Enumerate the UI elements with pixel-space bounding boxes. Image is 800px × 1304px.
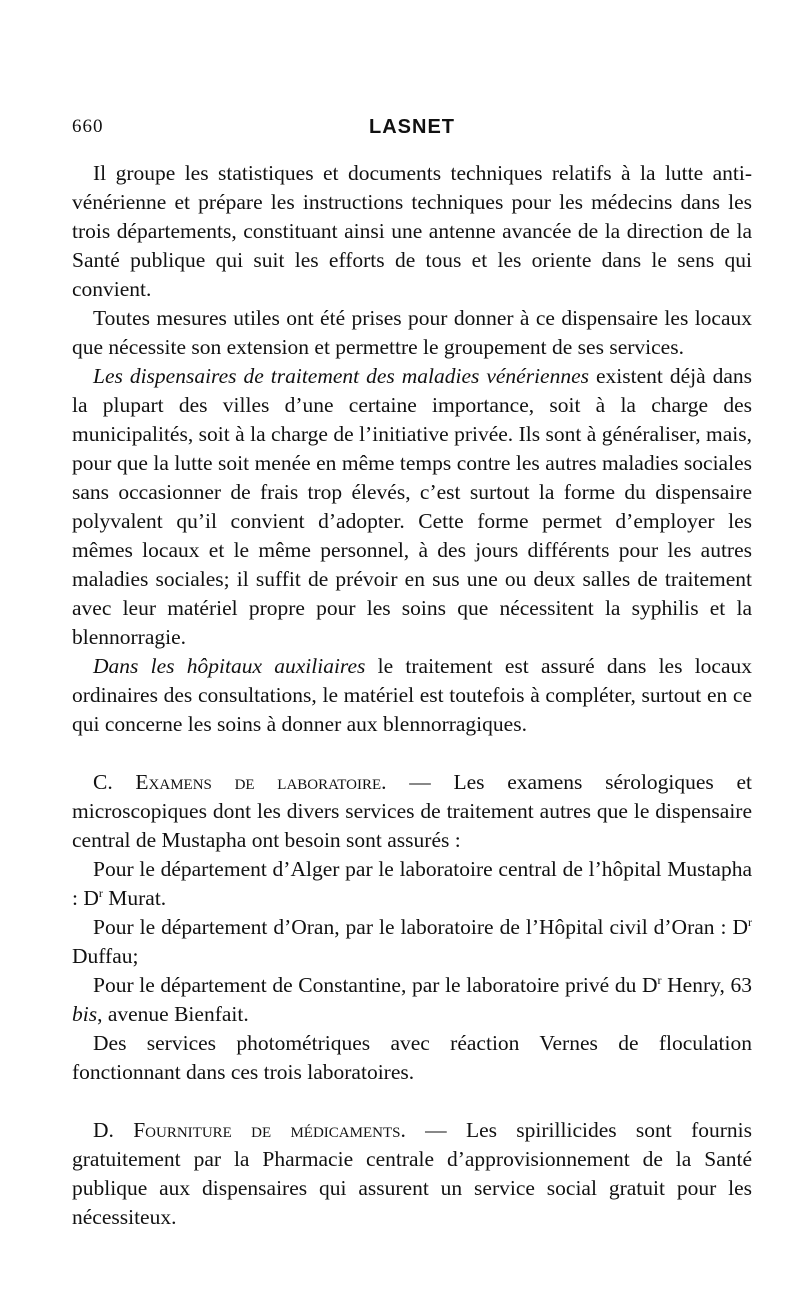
- bis-italic: bis: [72, 1002, 98, 1026]
- paragraph-statistics: [72, 159, 752, 304]
- section-text: Les examens sérologiques et microscopiques dont les divers services de traitement autres que le dispensaire central de Mustapha ont besoin sont assurés :: [72, 770, 753, 852]
- paragraph-text: Des services photométriques avec réaction Vernes de floculation fonctionnant dans ces trois laboratoires.: [72, 1031, 752, 1084]
- lab-alger: [72, 855, 752, 913]
- section-heading: Fourniture de médicaments.: [133, 1118, 406, 1142]
- doctor-superscript: r: [748, 914, 752, 929]
- section-letter: D.: [93, 1118, 114, 1142]
- lab-text: Pour le département d’Alger par le laboratoire central de l’hôpital Mustapha : D: [72, 857, 752, 910]
- lab-text: Pour le département de Constantine, par le laboratoire privé du D: [93, 973, 658, 997]
- section-heading: Examens de laboratoire.: [135, 770, 387, 794]
- lab-text: Pour le département d’Oran, par le laboratoire de l’Hôpital civil d’Oran : D: [93, 915, 748, 939]
- paragraph-dispensaires: [72, 362, 752, 652]
- section-letter: C.: [93, 770, 113, 794]
- paragraph-text: le traitement est assuré dans les locaux ordinaires des consultations, le matériel est toutefois à compléter, surtout en ce qui concerne les soins à donner aux blennorragiques.: [72, 654, 753, 736]
- paragraph-text: existent déjà dans la plupart des villes d’une certaine importance, soit à la charge des municipalités, soit à la charge de l’initiative privée. Ils sont à généraliser, mais, pour que la lutte soit menée en même temps contre les autres maladies sociales sans occasionner de frais trop élevés, c’est surtout la forme du dispensaire polyvalent qu’il convient d’adopter. Cette forme permet d’employer les mêmes locaux et le même personnel, à des jours différents pour les autres maladies sociales; il suffit de prévoir en sus une ou deux salles de traitement avec leur matériel propre pour les soins que nécessitent la syphilis et la blennorragie.: [72, 364, 753, 649]
- doctor-name: Murat.: [102, 886, 167, 910]
- paragraph-hopitaux: [72, 652, 752, 739]
- lab-oran: [72, 913, 752, 971]
- doctor-superscript: r: [657, 972, 662, 987]
- paragraph-text: Toutes mesures utiles ont été prises pour donner à ce dispensaire les locaux que nécessite son extension et permettre le groupement de ses services.: [72, 306, 752, 359]
- em-dash: —: [425, 1118, 447, 1142]
- section-text: Les spirillicides sont fournis gratuitement par la Pharmacie centrale d’approvisionnement de la Santé publique aux dispensaires qui assurent un service social gratuit pour les nécessiteux.: [72, 1118, 752, 1229]
- italic-lead: Dans les hôpitaux auxiliaires: [93, 654, 366, 678]
- page-number: 660: [72, 116, 104, 137]
- page-body: [72, 159, 752, 1232]
- doctor-superscript: r: [98, 885, 103, 900]
- lab-constantine: [72, 971, 752, 1029]
- em-dash: —: [409, 770, 431, 794]
- photometric-services: [72, 1029, 752, 1087]
- address-text: , avenue Bienfait.: [97, 1002, 249, 1026]
- doctor-name: Duffau;: [72, 944, 139, 968]
- page-header: [72, 116, 752, 146]
- section-c-intro: [72, 768, 752, 855]
- section-d: [72, 1116, 752, 1232]
- paragraph-measures: [72, 304, 752, 362]
- running-title: LASNET: [369, 116, 455, 138]
- doctor-name: Henry, 63: [661, 973, 752, 997]
- italic-lead: Les dispensaires de traitement des maladies vénériennes: [93, 364, 590, 388]
- paragraph-text: Il groupe les statistiques et documents techniques relatifs à la lutte anti-vénérienne et prépare les instructions techniques pour les médecins dans les trois départements, constituant ainsi une antenne avancée de la direction de la Santé publique qui suit les efforts de tous et les oriente dans le sens qui convient.: [72, 161, 752, 301]
